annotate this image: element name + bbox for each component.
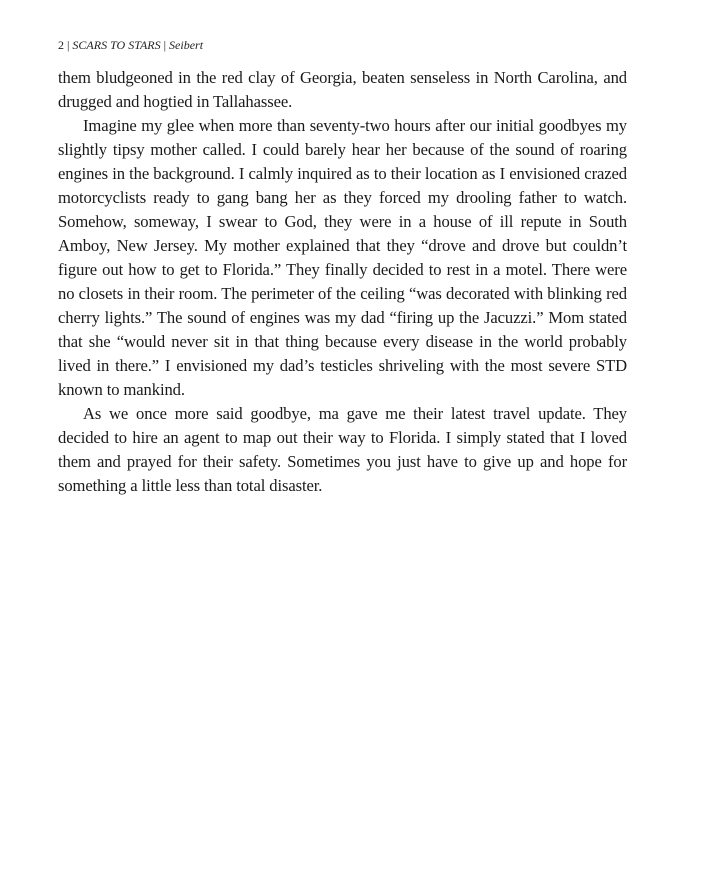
book-title: SCARS TO STARS xyxy=(72,38,161,52)
author-name: Seibert xyxy=(169,38,204,52)
body-text xyxy=(58,66,627,498)
paragraph-continued: them bludgeoned in the red clay of Georgia, beaten senseless in North Carolina, and drugged and hogtied in Tallahassee. xyxy=(58,68,627,111)
header-separator: | xyxy=(67,38,70,52)
paragraph: As we once more said goodbye, ma gave me their latest travel update. They decided to hire an agent to map out their way to Florida. I simply stated that I loved them and prayed for their safety. Sometimes you just have to give up and hope for something a little less than total disaster. xyxy=(58,404,627,495)
paragraph: Imagine my glee when more than seventy-two hours after our initial goodbyes my slightly tipsy mother called. I could barely hear her because of the sound of roaring engines in the background. I calmly inquired as to their location as I envisioned crazed motorcyclists ready to gang bang her as they forced my drooling father to watch. Somehow, someway, I swear to God, they were in a house of ill repute in South Amboy, New Jersey. My mother explained that they “drove and drove but couldn’t figure out how to get to Florida.” They finally decided to rest in a motel. There were no closets in their room. The perimeter of the ceiling “was decorated with blinking red cherry lights.” The sound of engines was my dad “firing up the Jacuzzi.” Mom stated that she “would never sit in that thing because every disease in the world probably lived in there.” I envisioned my dad’s testicles shriveling with the most severe STD known to mankind. xyxy=(58,116,627,399)
header-separator-2: | xyxy=(163,38,167,52)
page-number: 2 xyxy=(58,38,64,52)
running-header xyxy=(58,38,203,52)
